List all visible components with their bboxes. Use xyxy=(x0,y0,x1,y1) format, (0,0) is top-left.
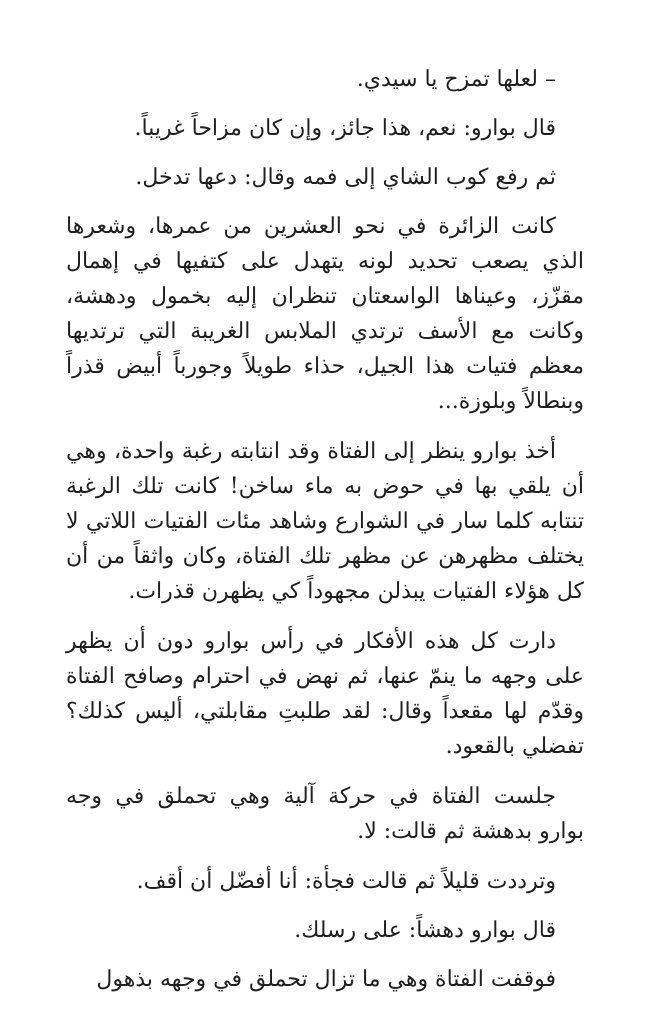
paragraph-poirot-thoughts: أخذ بوارو ينظر إلى الفتاة وقد انتابته رغبة واحدة، وهي أن يلقي بها في حوض به ماء ساخن! كانت تلك الرغبة تنتابه كلما سار في الشوارع وشاهد مئات الفتيات اللاتي لا يختلف مظهرهن عن مظهر تلك الفتاة، وكان واثقاً من أن كل هؤلاء الفتيات يبذلن مجهوداً كي يظهرن قذرات. xyxy=(66,439,584,604)
paragraph-dialogue-2: قال بوارو: نعم، هذا جائز، وإن كان مزاحاً غريباً. xyxy=(134,116,556,141)
paragraph-girl-hesitates: وترددت قليلاً ثم قالت فجأة: أنا أفضّل أن أقف. xyxy=(136,869,556,894)
paragraph-dialogue-3: ثم رفع كوب الشاي إلى فمه وقال: دعها تدخل. xyxy=(135,165,556,190)
paragraph-dialogue-1: – لعلها تمزح يا سيدي. xyxy=(356,67,556,92)
paragraph-visitor-description: كانت الزائرة في نحو العشرين من عمرها، وشعرها الذي يصعب تحديد لونه يتهدل على كتفيها في إهمال مقزّز، وعيناها الواسعتان تنظران إليه بخمول ودهشة، وكانت مع الأسف ترتدي الملابس الغريبة التي ترتديها معظم فتيات هذا الجيل، حذاء طويلاً وجورباً أبيض قذراً وبنطالاً وبلوزة... xyxy=(66,214,584,414)
paragraph-girl-sits: جلست الفتاة في حركة آلية وهي تحملق في وجه بوارو بدهشة ثم قالت: لا. xyxy=(66,784,584,844)
paragraph-poirot-surprised: قال بوارو دهشاً: على رسلك. xyxy=(294,918,556,943)
paragraph-poirot-greeting: دارت كل هذه الأفكار في رأس بوارو دون أن يظهر على وجهه ما ينمّ عنها، ثم نهض في احترام وصافح الفتاة وقدّم لها مقعداً وقال: لقد طلبتِ مقابلتي، أليس كذلك؟ تفضلي بالقعود. xyxy=(66,629,584,759)
book-page xyxy=(66,62,584,1012)
paragraph-girl-stands: فوقفت الفتاة وهي ما تزال تحملق في وجهه بذهول xyxy=(96,967,556,992)
